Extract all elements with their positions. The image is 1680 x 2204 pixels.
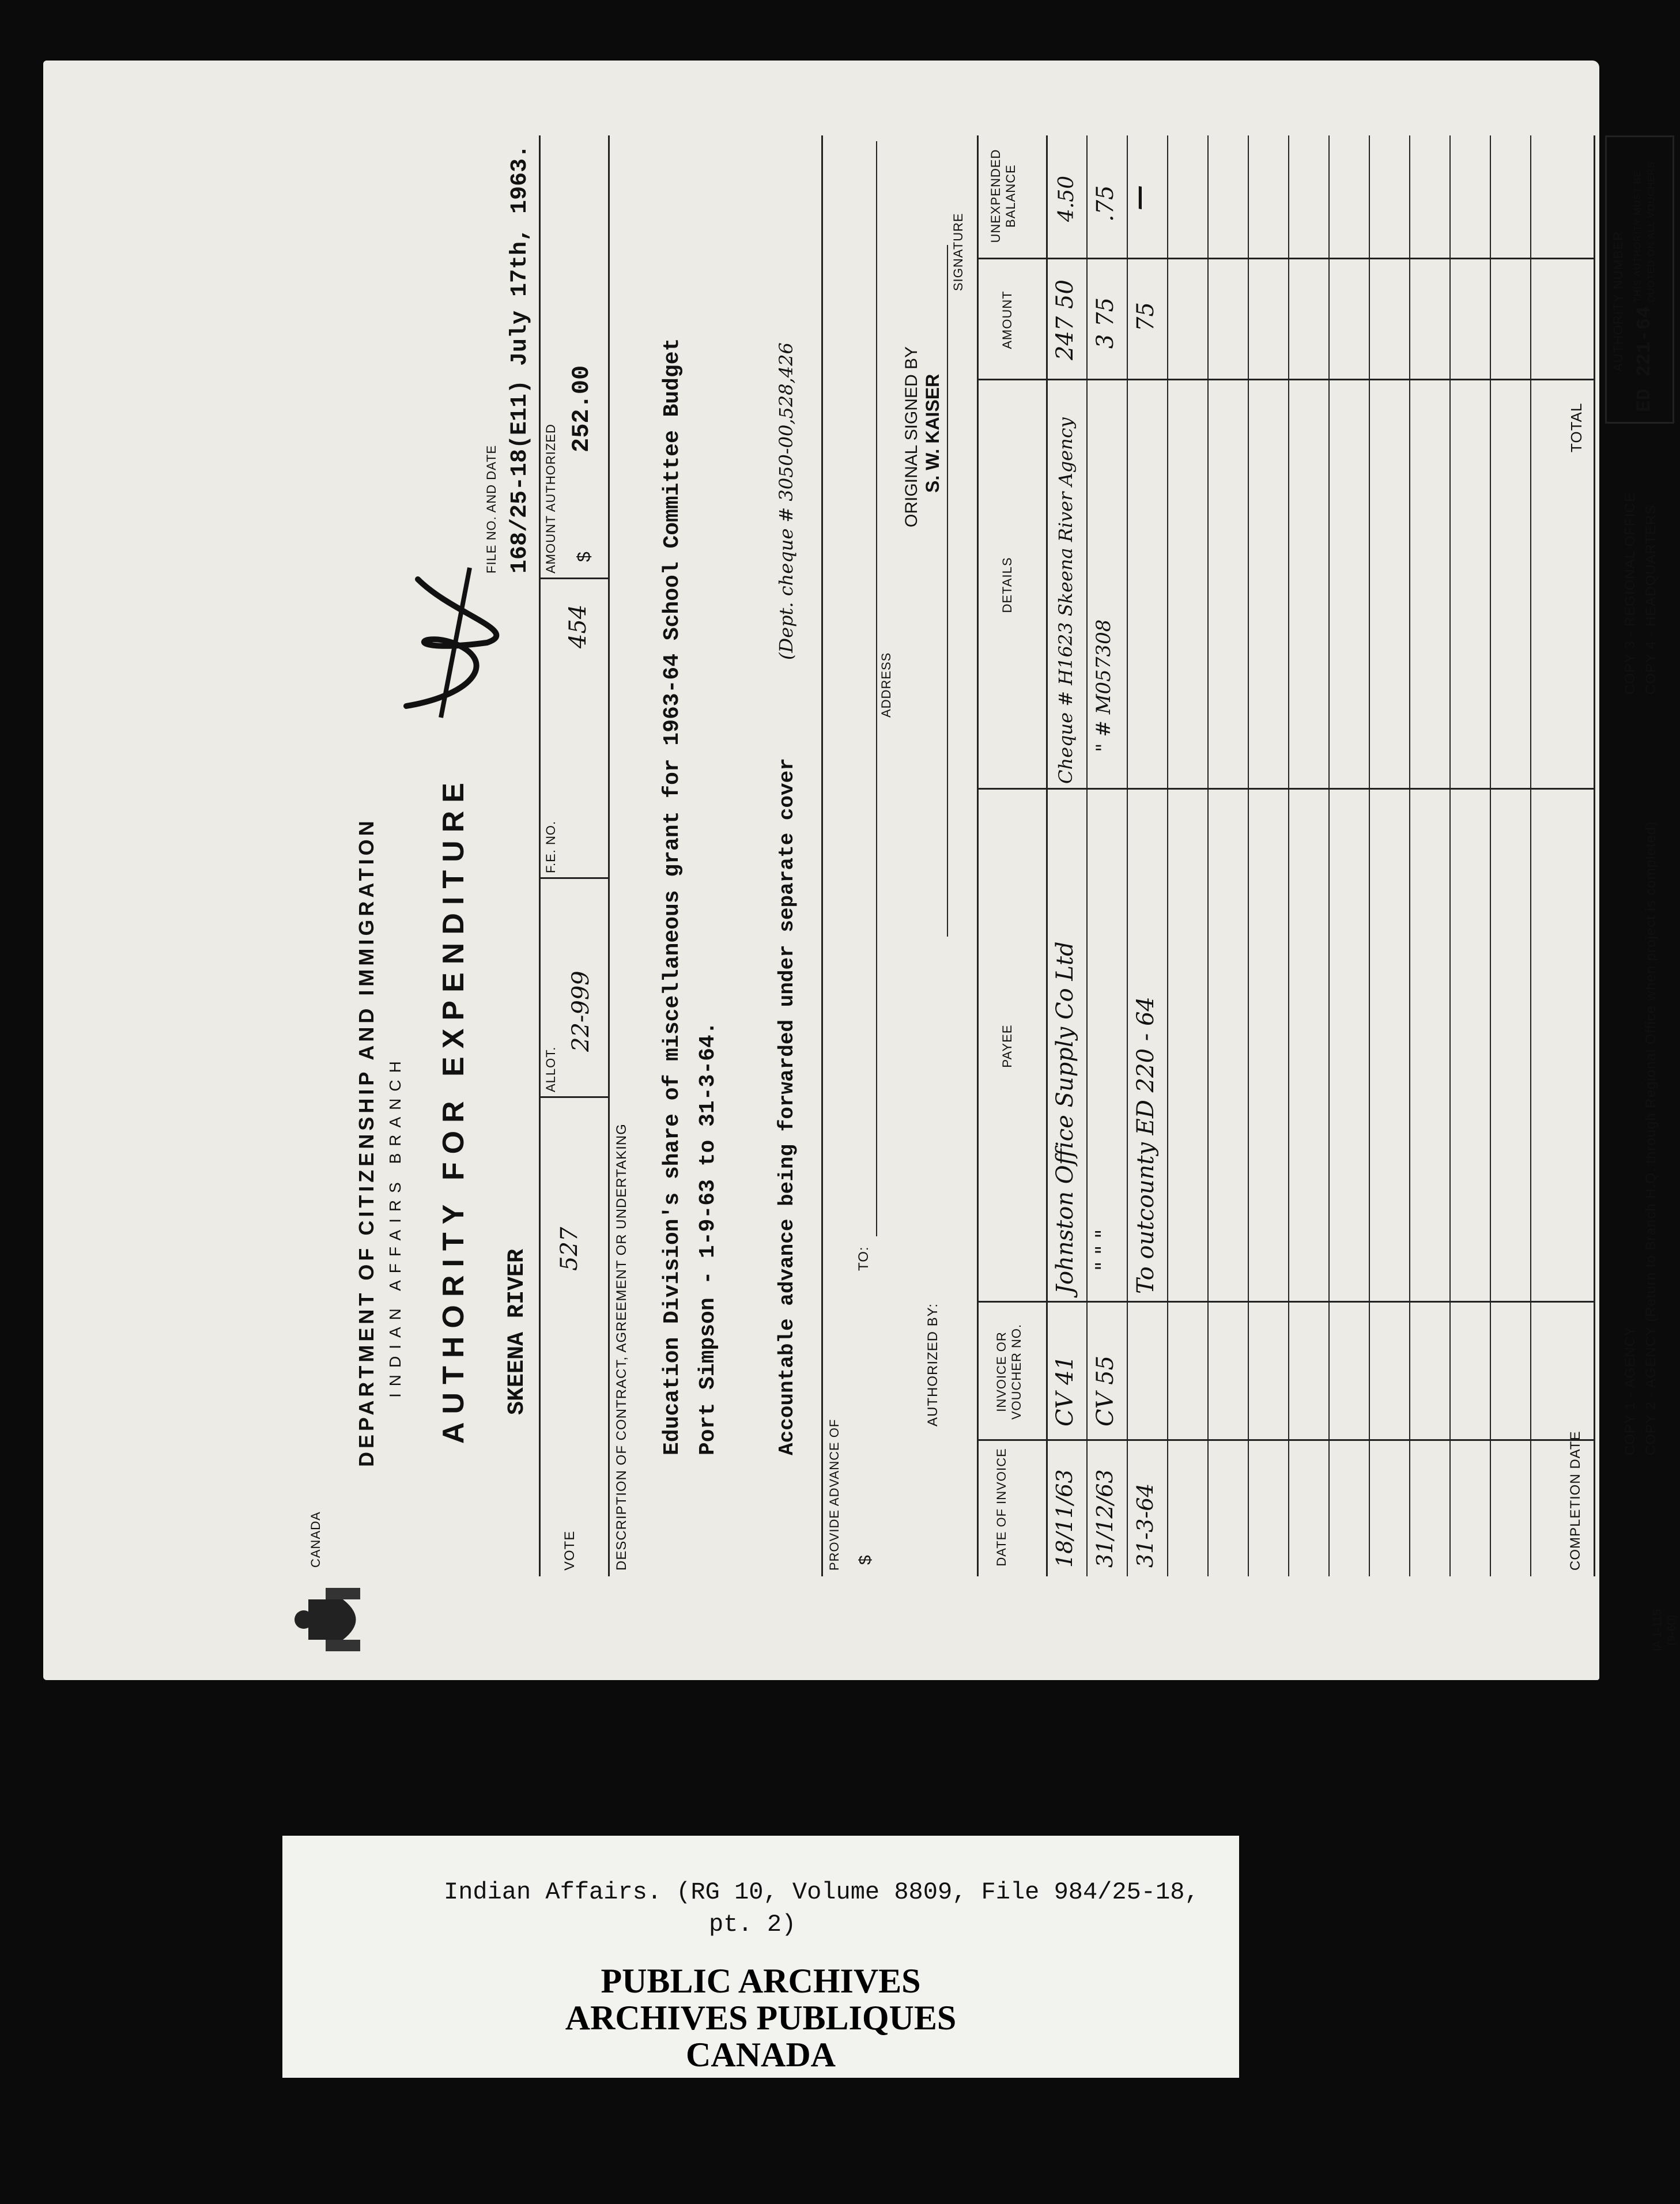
allot-label: ALLOT. <box>543 1046 558 1092</box>
row2-payee: " " " <box>1092 1229 1116 1271</box>
row1-voucher: CV 41 <box>1052 1355 1078 1426</box>
archive-reference-line-2: pt. 2) <box>709 1911 796 1938</box>
archive-stamp-line-2: ARCHIVES PUBLIQUES <box>565 1999 957 2037</box>
authority-number-label: AUTHORITY NUMBER <box>1611 231 1625 372</box>
row2-date: 31/12/63 <box>1092 1469 1118 1568</box>
completion-date-label: COMPLETION DATE <box>1568 1431 1583 1571</box>
vote-value: 527 <box>556 1226 583 1271</box>
archive-stamp-line-3: CANADA <box>686 2036 836 2074</box>
row2-details: " # M057308 <box>1092 619 1115 752</box>
row2-voucher: CV 55 <box>1092 1355 1119 1426</box>
signed-by-line-2: S. W. KAISER <box>922 373 943 493</box>
agency-name: SKEENA RIVER <box>504 1248 530 1415</box>
handwritten-cheque-note: (Dept. cheque # 3050-00,528,426 <box>775 342 797 660</box>
archive-reference-line-1: Indian Affairs. (RG 10, Volume 8809, File 984/25-18, <box>444 1878 1199 1906</box>
col-header-voucher: INVOICE OR VOUCHER NO. <box>994 1323 1024 1420</box>
amount-authorized-label: AMOUNT AUTHORIZED <box>543 424 558 573</box>
total-label: TOTAL <box>1568 402 1585 452</box>
punch-hole <box>288 1706 369 1787</box>
row3-payee: To outcounty ED 220 - 64 <box>1132 997 1159 1294</box>
fe-no-value: 454 <box>565 604 591 648</box>
provide-advance-label: PROVIDE ADVANCE OF <box>827 1418 841 1571</box>
branch-name: INDIAN AFFAIRS BRANCH <box>386 1054 404 1398</box>
description-line-1: Education Division's share of miscellaneous grant for 1963-64 School Committee Budget <box>660 338 685 1455</box>
row2-amount: 3 75 <box>1092 297 1119 349</box>
archive-stamp-line-1: PUBLIC ARCHIVES <box>601 1962 921 2000</box>
department-name: DEPARTMENT OF CITIZENSHIP AND IMMIGRATION <box>354 817 378 1467</box>
allot-value: 22-999 <box>568 971 594 1052</box>
punch-hole <box>1343 1706 1424 1787</box>
signature-label: SIGNATURE <box>951 213 965 291</box>
row1-date: 18/11/63 <box>1052 1469 1077 1568</box>
description-label: DESCRIPTION OF CONTRACT, AGREEMENT OR UNDERTAKING <box>614 1123 629 1571</box>
copy-1: COPY 1 - AGENCY <box>1622 1326 1638 1455</box>
form-title: AUTHORITY FOR EXPENDITURE <box>437 775 470 1444</box>
country-label: CANADA <box>308 1511 323 1568</box>
address-label: ADDRESS <box>879 652 893 718</box>
authority-note-2: QUOTED ON ALL VOUCHERS <box>1647 161 1656 303</box>
row3-amount: 75 <box>1132 302 1159 331</box>
to-label: TO: <box>856 1246 871 1271</box>
document-page <box>43 61 1678 1680</box>
file-no-value: 168/25-18(E11) July 17th, 1963. <box>507 144 533 573</box>
row1-payee: Johnston Office Supply Co Ltd <box>1052 941 1078 1294</box>
authority-note-1: THIS AUTHORITY MUST BE <box>1633 170 1643 303</box>
form-number: IA 1-115 <box>1651 1609 1664 1651</box>
row3-date: 31-3-64 <box>1132 1483 1158 1568</box>
signed-by-line-1: ORIGINAL SIGNED BY <box>902 346 921 527</box>
dollar-sign: $ <box>573 552 594 562</box>
signature-initials <box>383 556 522 729</box>
archive-label-card <box>282 1836 1239 2078</box>
copy-3: COPY 3 - REGIONAL OFFICE <box>1622 492 1638 695</box>
col-header-payee: PAYEE <box>1000 1024 1014 1068</box>
copy-2: COPY 2 - AGENCY (Return to Branch H.Q. through Regional Office when project is completed) <box>1643 821 1659 1455</box>
row1-amount: 247 50 <box>1052 280 1078 360</box>
authorized-by-label: AUTHORIZED BY: <box>925 1303 941 1426</box>
amount-authorized-value: 252.00 <box>568 365 595 452</box>
rotated-form <box>285 130 1680 1674</box>
form-date: (9-60) <box>1666 1614 1678 1646</box>
coat-of-arms <box>291 1576 377 1663</box>
col-header-balance: UNEXPENDED BALANCE <box>988 149 1018 243</box>
col-header-date: DATE OF INVOICE <box>994 1448 1009 1567</box>
authority-number-value: ED 221-64 <box>1634 306 1656 412</box>
advance-note: Accountable advance being forwarded under separate cover <box>775 758 799 1455</box>
row3-balance: — <box>1124 185 1153 210</box>
row1-details: Cheque # H1623 Skeena River Agency <box>1055 417 1077 784</box>
file-no-label: FILE NO. AND DATE <box>484 444 499 573</box>
row1-balance: 4.50 <box>1055 175 1078 222</box>
description-line-2: Port Simpson - 1-9-63 to 31-3-64. <box>696 1021 720 1455</box>
copy-4: COPY 4 - HEADQUARTERS <box>1643 504 1659 695</box>
vote-label: VOTE <box>562 1530 577 1571</box>
row2-balance: .75 <box>1092 185 1119 222</box>
fe-no-label: F.E. NO. <box>543 820 558 873</box>
col-header-details: DETAILS <box>1000 557 1014 613</box>
col-header-amount: AMOUNT <box>1000 290 1014 349</box>
advance-dollar: $ <box>856 1555 875 1565</box>
